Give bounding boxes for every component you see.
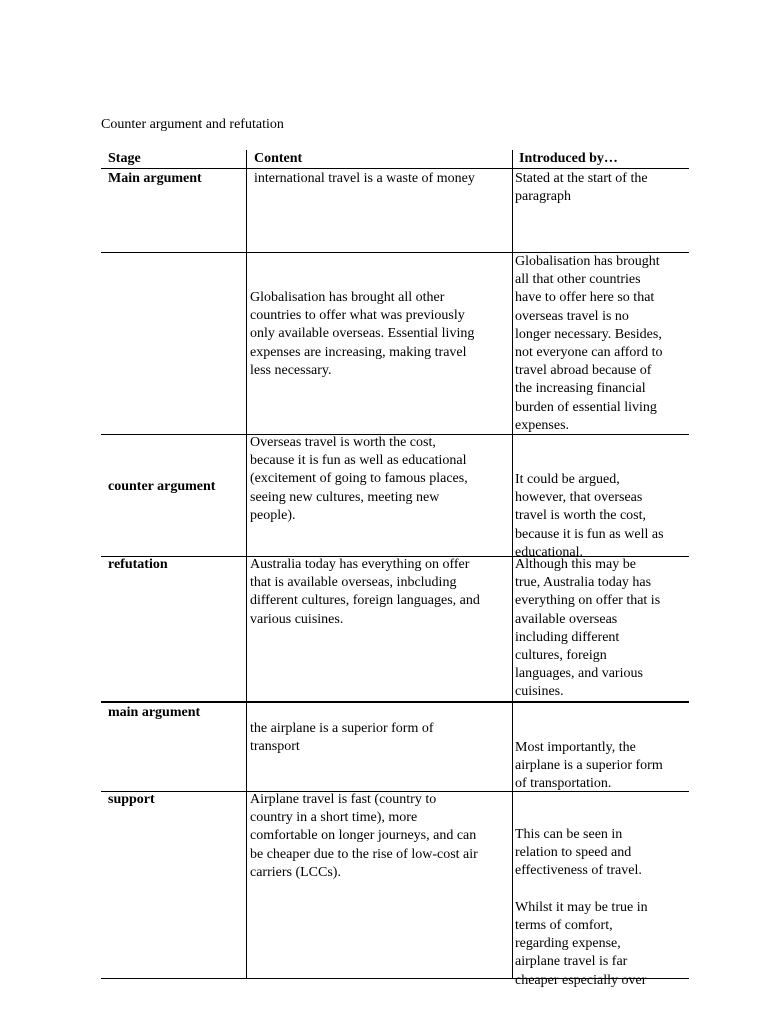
- column-rule: [512, 150, 513, 979]
- stage-cell: counter argument: [108, 479, 216, 494]
- header-content: Content: [254, 151, 303, 166]
- introduced-cell: Most importantly, the airplane is a superior form of transportation.: [515, 740, 663, 792]
- introduced-cell: Stated at the start of the paragraph: [515, 171, 648, 205]
- content-cell: Overseas travel is worth the cost, because it is fun as well as educational (excitement of going to famous places, seeing new cultures, meeting new people).: [250, 435, 468, 523]
- introduced-cell: It could be argued, however, that overseas travel is worth the cost, because it is fun as well as educational.: [515, 472, 664, 560]
- stage-cell: main argument: [108, 705, 201, 720]
- header-introduced-by: Introduced by…: [519, 151, 618, 166]
- stage-cell: support: [108, 792, 155, 807]
- content-cell: Australia today has everything on offer that is available overseas, inbcluding different cultures, foreign languages, and various cuisines.: [250, 557, 480, 627]
- stage-cell: Main argument: [108, 171, 202, 186]
- content-cell: Airplane travel is fast (country to country in a short time), more comfortable on longer journeys, and can be cheaper due to the rise of low-cost air carriers (LCCs).: [250, 792, 478, 880]
- introduced-cell: Although this may be true, Australia today has everything on offer that is available overseas including different cultures, foreign languages, and various cuisines.: [515, 557, 661, 700]
- stage-cell: refutation: [108, 557, 168, 572]
- column-rule: [246, 150, 247, 979]
- header-stage: Stage: [108, 151, 141, 166]
- content-cell: the airplane is a superior form of transport: [250, 721, 434, 755]
- introduced-cell: This can be seen in relation to speed and effectiveness of travel. Whilst it may be true in terms of comfort, regarding expense, airplane travel is far cheaper especially over: [515, 827, 648, 988]
- content-cell: Globalisation has brought all other countries to offer what was previously only available overseas. Essential living expenses are increasing, making travel less necessary.: [250, 290, 475, 378]
- document-title: Counter argument and refutation: [101, 117, 284, 132]
- introduced-cell: Globalisation has brought all that other countries have to offer here so that overseas travel is no longer necessary. Besides, not everyone can afford to travel abroad because of the increasing financial burden of essential living expenses.: [515, 254, 663, 433]
- content-cell: international travel is a waste of money: [254, 171, 475, 186]
